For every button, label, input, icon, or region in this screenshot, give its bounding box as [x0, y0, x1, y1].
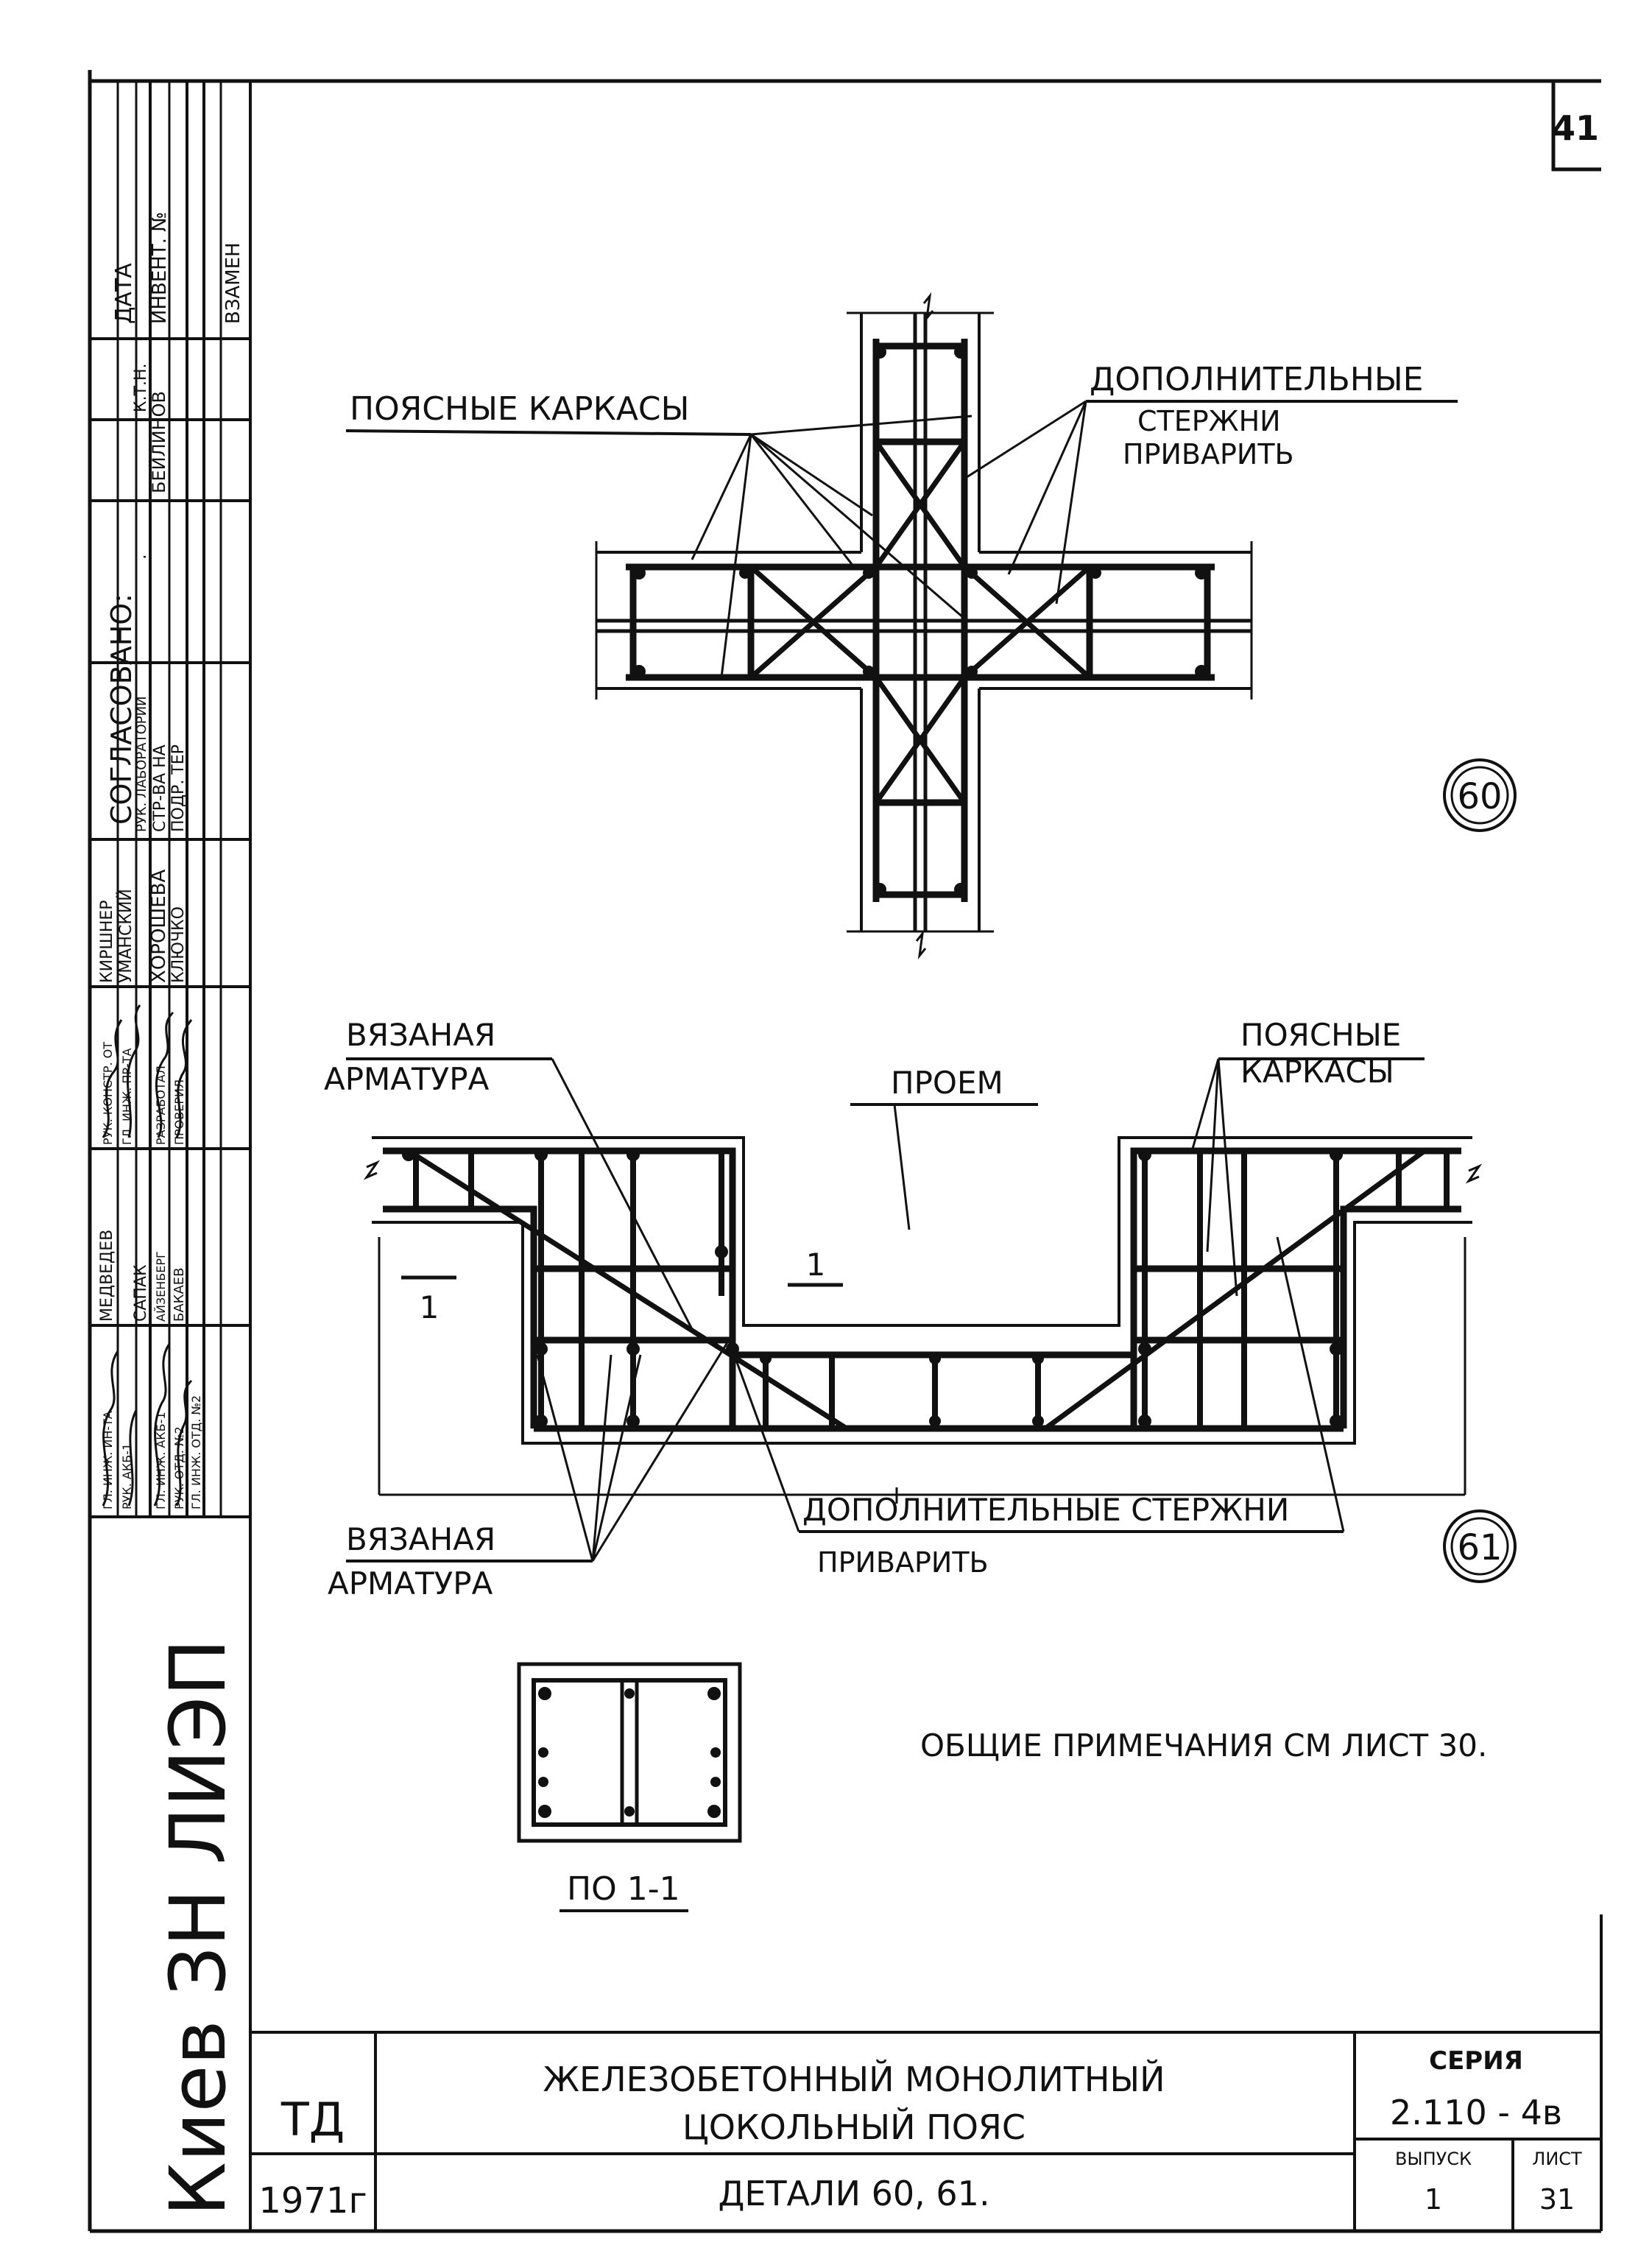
d60-label-right-3: ПРИВАРИТЬ: [1123, 438, 1294, 471]
signer-role: РУК. АКБ-1: [120, 1442, 134, 1509]
dot-mark: .: [130, 554, 150, 560]
d61-label-tr-2: КАРКАСЫ: [1240, 1054, 1394, 1090]
sheet-number-box: [1552, 81, 1601, 169]
issue-label: ВЫПУСК: [1394, 2149, 1472, 2169]
podr-ter-label: ПОДР. ТЕР: [169, 744, 188, 832]
signer-role: ГЛ. ИНЖ. ОТД. №2: [189, 1395, 203, 1509]
signer-name: КЛЮЧКО: [169, 906, 188, 983]
signer-name: САПАК: [132, 1264, 150, 1322]
general-note: ОБЩИЕ ПРИМЕЧАНИЯ СМ ЛИСТ 30.: [920, 1727, 1488, 1764]
lab-head-label: РУК. ЛАБОРАТОРИИ: [134, 696, 149, 832]
signer-name: КИРШНЕР: [98, 900, 116, 983]
signer-name: БАКАЕВ: [172, 1267, 187, 1322]
signer-role: РУК. КОНСТР. ОТ: [101, 1041, 115, 1145]
detail-60-badge: [1444, 760, 1515, 831]
d61-cut-mark-left: 1: [419, 1289, 440, 1325]
signer-name: МЕДВЕДЕВ: [98, 1229, 116, 1322]
signer-role: ГЛ. ИНЖ. ИН-ТА: [101, 1411, 115, 1509]
series-label: СЕРИЯ: [1429, 2046, 1523, 2076]
str-na-label: СТР-ВА НА: [151, 744, 169, 832]
d61-label-tl-1: ВЯЗАНАЯ: [346, 1017, 496, 1053]
signer-role: ГЛ. ИНЖ. ПР-ТА: [120, 1048, 134, 1145]
d61-opening-label: ПРОЕМ: [891, 1065, 1003, 1101]
d61-label-bl-2: АРМАТУРА: [328, 1565, 493, 1602]
title-line-2: ЦОКОЛЬНЫЙ ПОЯС: [682, 2107, 1026, 2147]
sheet-value: 31: [1539, 2183, 1575, 2216]
signer-role: ГЛ. ИНЖ. АКБ-1: [154, 1412, 168, 1509]
signer-role: РУК. ОТД. №2: [172, 1426, 186, 1509]
signer-role: РАЗРАБОТАЛ: [154, 1065, 168, 1145]
detail-61-badge: [1444, 1511, 1515, 1582]
d61-label-bc-1: ДОПОЛНИТЕЛЬНЫЕ СТЕРЖНИ: [802, 1492, 1290, 1528]
col-replaces-label: ВЗАМЕН: [222, 242, 244, 324]
signer-role: ПРОВЕРИЛ: [172, 1079, 186, 1145]
signer-name: УМАНСКИЙ: [117, 889, 135, 983]
d60-label-left: ПОЯСНЫЕ КАРКАСЫ: [350, 390, 690, 428]
col-inv-label: ИНВЕНТ. №: [149, 211, 171, 324]
d61-badge-number: 61: [1457, 1527, 1503, 1568]
series-value: 2.110 - 4в: [1390, 2093, 1562, 2132]
title-year: 1971г: [258, 2180, 367, 2222]
title-org: ТД: [280, 2093, 345, 2146]
d60-label-right-2: СТЕРЖНИ: [1137, 405, 1281, 437]
d61-label-tl-2: АРМАТУРА: [324, 1061, 490, 1097]
d61-label-tr-1: ПОЯСНЫЕ: [1240, 1017, 1402, 1053]
section-title: ПО 1-1: [567, 1870, 680, 1908]
signer-name: ХОРОШЕВА: [148, 869, 170, 983]
title-line-1: ЖЕЛЕЗОБЕТОННЫЙ МОНОЛИТНЫЙ: [543, 2060, 1165, 2099]
d61-label-bl-1: ВЯЗАНАЯ: [346, 1521, 496, 1557]
approval-header: СОГЛАСОВАНО:: [105, 593, 138, 825]
d60-badge-number: 60: [1457, 776, 1503, 817]
d60-label-right-1: ДОПОЛНИТЕЛЬНЫЕ: [1090, 361, 1424, 398]
issue-value: 1: [1424, 2183, 1443, 2216]
institute-stamp: Киев ЗН ЛИЭП: [153, 1638, 243, 2216]
ktn-label: К.Т.Н.: [132, 363, 150, 412]
title-subtitle: ДЕТАЛИ 60, 61.: [718, 2174, 990, 2213]
signer-name: АЙЗЕНБЕРГ: [154, 1251, 168, 1322]
sheet-label: ЛИСТ: [1532, 2149, 1582, 2169]
d61-cut-mark-mid: 1: [805, 1247, 826, 1283]
d61-label-bc-2: ПРИВАРИТЬ: [817, 1546, 989, 1579]
sheet-number: 41: [1551, 108, 1600, 148]
beilinov-name: БЕЙЛИНОВ: [149, 391, 169, 493]
detail-61-drawing: [346, 1059, 1479, 1561]
col-date-label: ДАТА: [111, 263, 137, 324]
approval-strip: [90, 81, 250, 2231]
